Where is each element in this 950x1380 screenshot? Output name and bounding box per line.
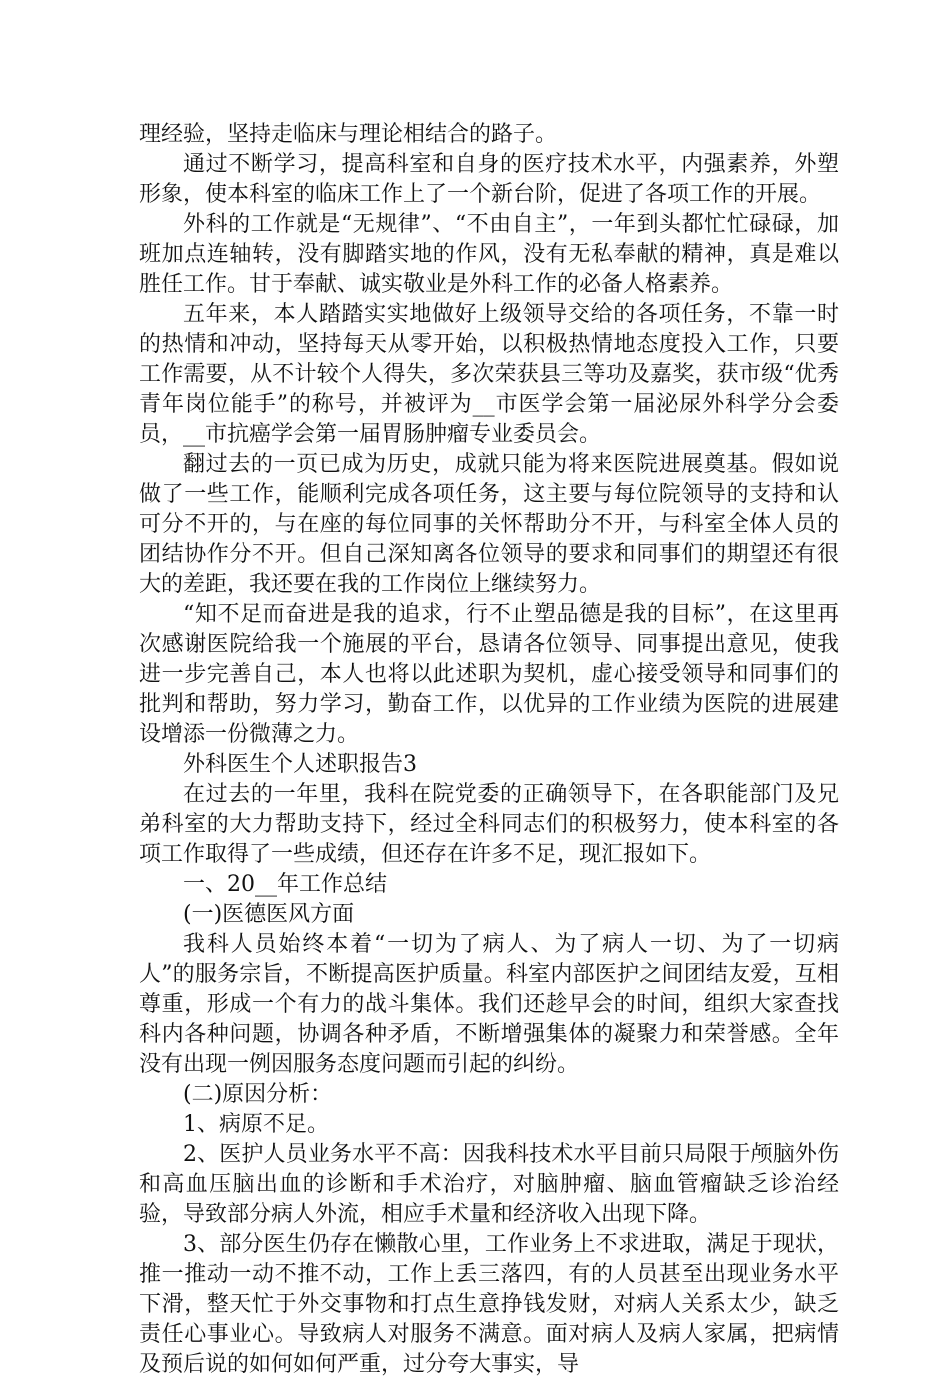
list-item: 2、医护人员业务水平不高：因我科技术水平目前只局限于颅脑外伤和高血压脑出血的诊断和手术治疗，对脑肿瘤、脑血管瘤缺乏诊治经验，导致部分病人外流，相应手术量和经济收入出现下降。 — [139, 1142, 839, 1227]
heading-level-1: 一、20__年工作总结 — [183, 872, 387, 897]
paragraph: 在过去的一年里，我科在院党委的正确领导下，在各职能部门及兄弟科室的大力帮助支持下，经过全科同志们的积极努力，使本科室的各项工作取得了一些成绩，但还存在许多不足，现汇报如下。 — [139, 782, 839, 867]
heading-level-2: (一)医德医风方面 — [183, 902, 355, 927]
list-item: 3、部分医生仍存在懒散心里，工作业务上不求进取，满足于现状，推一推动一动不推不动，工作上丢三落四，有的人员甚至出现业务水平下滑，整天忙于外交事物和打点生意挣钱发财，对病人关系太少，缺乏责任心事业心。导致病人对服务不满意。面对病人及病人家属，把病情及预后说的如何如何严重，过分夸大事实，导 — [139, 1232, 839, 1377]
document-body — [139, 120, 839, 1380]
paragraph: 外科的工作就是“无规律”、“不由自主”，一年到头都忙忙碌碌，加班加点连轴转，没有脚踏实地的作风，没有无私奉献的精神，真是难以胜任工作。甘于奉献、诚实敬业是外科工作的必备人格素养。 — [139, 212, 839, 297]
paragraph: 我科人员始终本着“一切为了病人、为了病人一切、为了一切病人”的服务宗旨，不断提高医护质量。科室内部医护之间团结友爱，互相尊重，形成一个有力的战斗集体。我们还趁早会的时间，组织大家查找科内各种问题，协调各种矛盾，不断增强集体的凝聚力和荣誉感。全年没有出现一例因服务态度问题而引起的纠纷。 — [139, 932, 839, 1077]
paragraph-continued: 理经验，坚持走临床与理论相结合的路子。 — [139, 122, 558, 147]
section-title: 外科医生个人述职报告3 — [183, 752, 417, 777]
paragraph: 五年来，本人踏踏实实地做好上级领导交给的各项任务，不靠一时的热情和冲动，坚持每天从零开始，以积极热情地态度投入工作，只要工作需要，从不计较个人得失，多次荣获县三等功及嘉奖，获市级“优秀青年岗位能手”的称号，并被评为__市医学会第一届泌尿外科学分会委员，__市抗癌学会第一届胃肠肿瘤专业委员会。 — [139, 302, 839, 447]
paragraph: 通过不断学习，提高科室和自身的医疗技术水平，内强素养，外塑形象，使本科室的临床工作上了一个新台阶，促进了各项工作的开展。 — [139, 152, 839, 207]
list-item: 1、病原不足。 — [183, 1112, 329, 1137]
heading-level-2: (二)原因分析： — [183, 1082, 333, 1107]
paragraph: “知不足而奋进是我的追求，行不止塑品德是我的目标”，在这里再次感谢医院给我一个施展的平台，恳请各位领导、同事提出意见，使我进一步完善自己，本人也将以此述职为契机，虚心接受领导和同事们的批判和帮助，努力学习，勤奋工作，以优异的工作业绩为医院的进展建设增添一份微薄之力。 — [139, 602, 839, 747]
paragraph: 翻过去的一页已成为历史，成就只能为将来医院进展奠基。假如说做了一些工作，能顺利完成各项任务，这主要与每位院领导的支持和认可分不开的，与在座的每位同事的关怀帮助分不开，与科室全体人员的团结协作分不开。但自己深知离各位领导的要求和同事们的期望还有很大的差距，我还要在我的工作岗位上继续努力。 — [139, 452, 839, 597]
